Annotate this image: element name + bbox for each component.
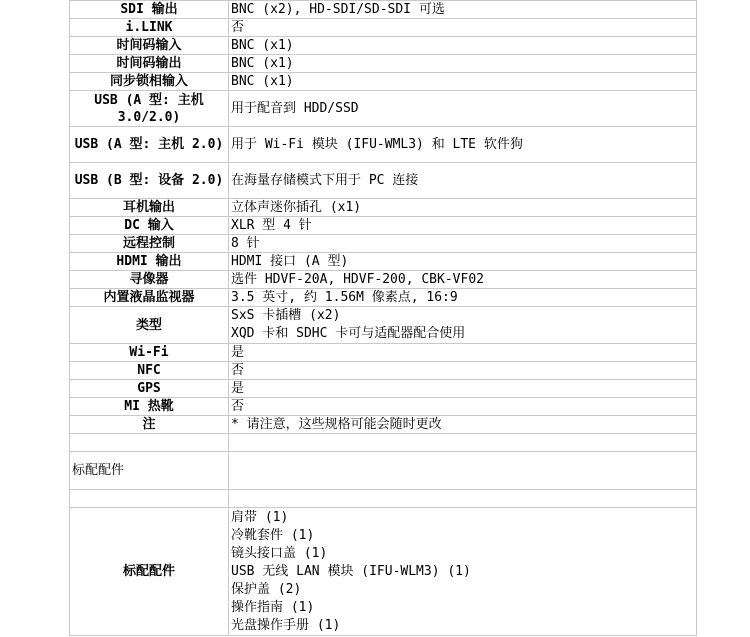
- accessories-row: [70, 508, 697, 636]
- spec-value: * 请注意，这些规格可能会随时更改: [229, 416, 697, 434]
- spec-row-usb-b: [70, 163, 697, 199]
- spec-value: 是: [229, 380, 697, 398]
- spec-row-dc-in: [70, 217, 697, 235]
- accessories-list: [229, 508, 697, 636]
- spec-value: 否: [229, 398, 697, 416]
- spec-row-viewfinder: [70, 271, 697, 289]
- spec-sheet: [69, 0, 696, 636]
- spec-label: HDMI 输出: [70, 253, 229, 271]
- spec-label: USB (A 型: 主机 3.0/2.0): [70, 91, 229, 127]
- spec-table: [69, 0, 697, 636]
- spec-label: USB (B 型: 设备 2.0): [70, 163, 229, 199]
- spec-label: DC 输入: [70, 217, 229, 235]
- spacer-row: [70, 434, 697, 452]
- spec-value: 选件 HDVF-20A, HDVF-200, CBK-VF02: [229, 271, 697, 289]
- spec-label: 耳机输出: [70, 199, 229, 217]
- spec-label: 类型: [70, 307, 229, 344]
- spec-label: 远程控制: [70, 235, 229, 253]
- accessory-item: 镜头接口盖 (1): [231, 545, 328, 561]
- spec-label: Wi-Fi: [70, 344, 229, 362]
- accessory-item: USB 无线 LAN 模块 (IFU-WLM3) (1): [231, 563, 471, 579]
- spec-row-sdi: [70, 1, 697, 19]
- spec-value: 是: [229, 344, 697, 362]
- spec-label: 时间码输入: [70, 37, 229, 55]
- spec-label: GPS: [70, 380, 229, 398]
- spec-value: 否: [229, 362, 697, 380]
- spec-value: BNC (x1): [229, 73, 697, 91]
- spec-value: 3.5 英寸, 约 1.56M 像素点, 16:9: [229, 289, 697, 307]
- spec-row-mi-shoe: [70, 398, 697, 416]
- spec-value: 8 针: [229, 235, 697, 253]
- spec-label: MI 热靴: [70, 398, 229, 416]
- spec-label: 时间码输出: [70, 55, 229, 73]
- spec-label: 内置液晶监视器: [70, 289, 229, 307]
- spec-value: HDMI 接口 (A 型): [229, 253, 697, 271]
- spec-value: XLR 型 4 针: [229, 217, 697, 235]
- type-line: SxS 卡插槽 (x2): [231, 308, 341, 323]
- accessory-item: 操作指南 (1): [231, 599, 315, 615]
- spec-row-ilink: [70, 19, 697, 37]
- spec-label: 同步锁相输入: [70, 73, 229, 91]
- spec-label: SDI 输出: [70, 1, 229, 19]
- spec-row-type: [70, 307, 697, 344]
- spec-value: BNC (x1): [229, 55, 697, 73]
- spec-row-gps: [70, 380, 697, 398]
- section-heading-row: [70, 452, 697, 490]
- spec-row-usb-a-30: [70, 91, 697, 127]
- accessory-item: 冷靴套件 (1): [231, 527, 315, 543]
- accessory-item: 保护盖 (2): [231, 581, 302, 597]
- spec-value: 否: [229, 19, 697, 37]
- spec-label: 寻像器: [70, 271, 229, 289]
- spec-value: 立体声迷你插孔 (x1): [229, 199, 697, 217]
- type-line: XQD 卡和 SDHC 卡可与适配器配合使用: [231, 326, 466, 341]
- accessory-item: 光盘操作手册 (1): [231, 617, 341, 633]
- spec-row-usb-a-20: [70, 127, 697, 163]
- spec-row-genlock: [70, 73, 697, 91]
- spec-label: NFC: [70, 362, 229, 380]
- spec-value: BNC (x2), HD-SDI/SD-SDI 可选: [229, 1, 697, 19]
- spec-row-headphone: [70, 199, 697, 217]
- spec-value: 用于 Wi-Fi 模块 (IFU-WML3) 和 LTE 软件狗: [229, 127, 697, 163]
- spec-value: BNC (x1): [229, 37, 697, 55]
- spec-row-lcd: [70, 289, 697, 307]
- accessories-label: 标配配件: [70, 508, 229, 636]
- spec-row-wifi: [70, 344, 697, 362]
- spec-value: 在海量存储模式下用于 PC 连接: [229, 163, 697, 199]
- spacer-row: [70, 490, 697, 508]
- spec-value: 用于配音到 HDD/SSD: [229, 91, 697, 127]
- spec-row-hdmi: [70, 253, 697, 271]
- spec-value: [229, 307, 697, 344]
- spec-row-tc-in: [70, 37, 697, 55]
- spec-label: i.LINK: [70, 19, 229, 37]
- spec-label: 注: [70, 416, 229, 434]
- spec-row-nfc: [70, 362, 697, 380]
- accessory-item: 肩带 (1): [231, 509, 289, 525]
- spec-row-note: [70, 416, 697, 434]
- spec-row-tc-out: [70, 55, 697, 73]
- spec-row-remote: [70, 235, 697, 253]
- spec-label: USB (A 型: 主机 2.0): [70, 127, 229, 163]
- section-title: 标配配件: [70, 452, 229, 490]
